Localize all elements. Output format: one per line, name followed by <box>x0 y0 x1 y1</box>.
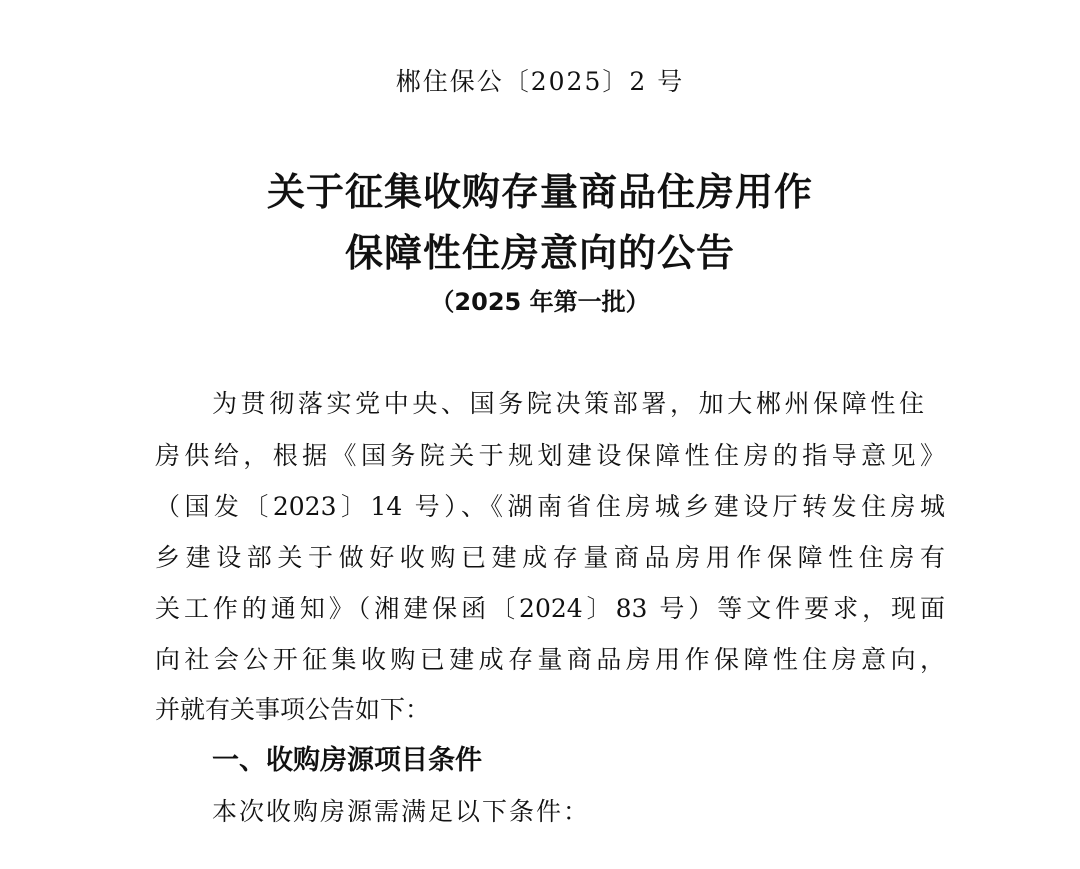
document-subtitle: （2025 年第一批） <box>430 288 650 316</box>
paragraph-1-line-5: 关工作的通知》（湘建保函〔2024〕83 号）等文件要求，现面 <box>155 594 945 623</box>
document-title-line-2: 保障性住房意向的公告 <box>344 231 735 275</box>
document-number: 郴住保公〔2025〕2 号 <box>395 67 685 96</box>
paragraph-1-line-2: 房供给，根据《国务院关于规划建设保障性住房的指导意见》 <box>155 441 945 470</box>
paragraph-1-line-1: 为贯彻落实党中央、国务院决策部署，加大郴州保障性住 <box>212 389 924 418</box>
paragraph-1-line-3: （国发〔2023〕14 号）、《湖南省住房城乡建设厅转发住房城 <box>155 492 945 521</box>
paragraph-1-line-7: 并就有关事项公告如下： <box>155 695 431 724</box>
section-1-intro: 本次收购房源需满足以下条件： <box>212 797 591 826</box>
document-title-line-1: 关于征集收购存量商品住房用作 <box>266 170 813 214</box>
paragraph-1-line-6: 向社会公开征集收购已建成存量商品房用作保障性住房意向， <box>155 645 945 674</box>
paragraph-1-line-4: 乡建设部关于做好收购已建成存量商品房用作保障性住房有 <box>155 543 945 572</box>
section-1-heading: 一、收购房源项目条件 <box>212 745 482 776</box>
